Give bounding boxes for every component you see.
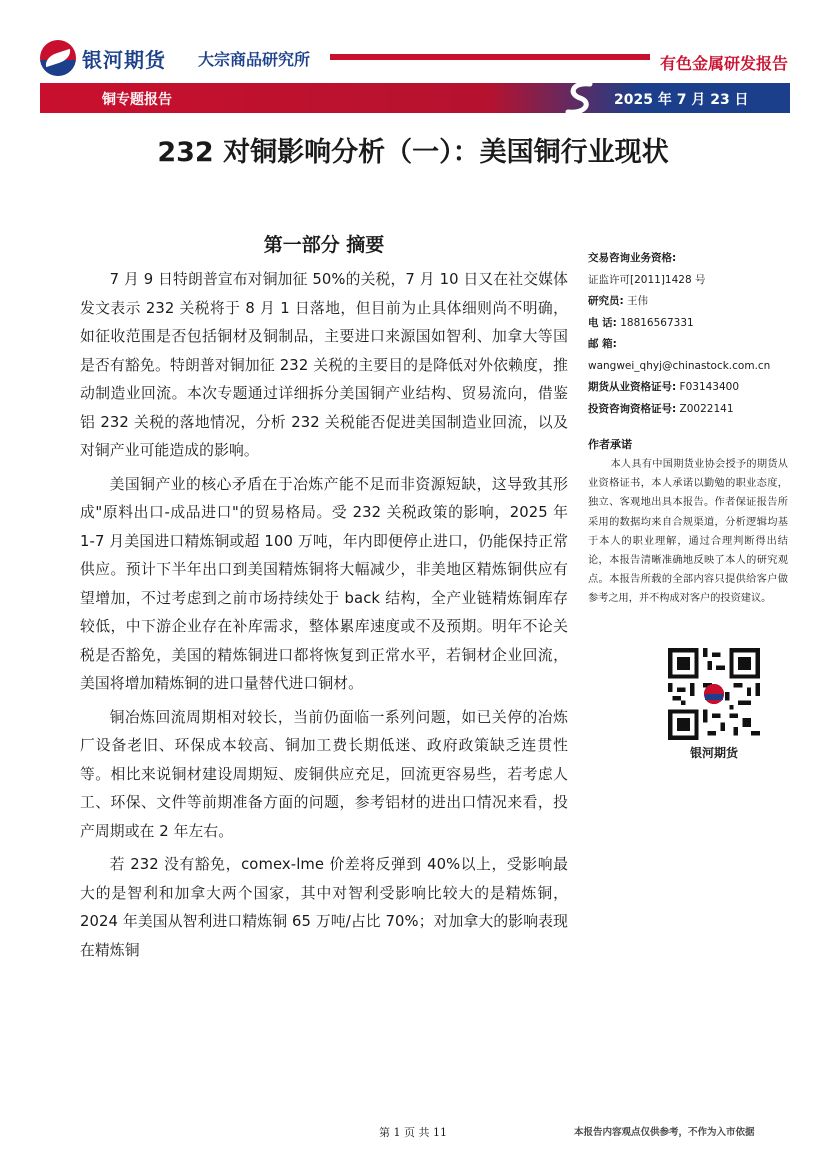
qualification-value: 证监许可[2011]1428 号 [588,273,706,286]
phone-label: 电 话: [588,316,617,329]
brand-name: 银河期货 [82,48,166,72]
brand-logo [40,40,76,76]
paragraph: 若 232 没有豁免，comex-lme 价差将反弹到 40%以上，受影响最大的是智利和加拿大两个国家，其中对智利受影响比较大的是精炼铜，2024 年美国从智利进口精炼铜 65 万吨/占比 70%；对加拿大的影响表现在精炼铜 [80,856,568,959]
researcher-label: 研究员: [588,295,624,307]
futures-cert-label: 期货从业资格证号: [588,381,677,393]
commitment-text: 本人具有中国期货业协会授予的期货从业资格证书，本人承诺以勤勉的职业态度，独立、客观地出具本报告。作者保证报告所采用的数据均来自合规渠道，分析逻辑均基于本人的职业理解，通过合理判断得出结论，本报告清晰准确地反映了本人的研究观点。本报告所载的全部内容只提供给客户做参考之用，并不构成对客户的投资建议。 [588,459,788,605]
page-number: 第 1 页 共 11 [379,1126,447,1139]
institute-name: 大宗商品研究所 [198,50,311,69]
header-divider [330,54,650,60]
email-label: 邮 箱: [588,338,617,350]
report-date: 2025 年 7 月 23 日 [614,92,749,108]
commitment-title: 作者承诺 [588,438,632,451]
paragraph: 铜冶炼回流周期相对较长，当前仍面临一系列问题，如已关停的冶炼厂设备老旧、环保成本较高、铜加工费长期低迷、政府政策缺乏连贯性等。相比来说铜材建设周期短、废铜供应充足，回流更容易些，若考虑人工、环保、文件等前期准备方面的问题，参考铝材的进出口情况来看，投产周期或在 2 年左右。 [80,708,568,840]
invest-cert-value: Z0022141 [679,402,734,415]
email-value: wangwei_qhyj@chinastock.com.cn [588,359,771,372]
phone-value: 18816567331 [620,316,694,329]
report-type: 有色金属研发报告 [660,54,789,73]
invest-cert-label: 投资咨询资格证号: [588,402,677,415]
body-text [80,266,568,970]
author-info [588,248,788,420]
disclaimer: 本报告内容观点仅供参考，不作为入市依据 [574,1127,755,1138]
researcher-name: 王伟 [627,295,649,307]
qr-label: 银河期货 [689,746,738,760]
section-title: 第一部分 摘要 [263,234,385,256]
swoosh-icon [560,78,600,118]
qualification-label: 交易咨询业务资格: [588,252,677,264]
futures-cert-value: F03143400 [679,381,740,393]
qr-code-icon [668,648,760,740]
paragraph: 7 月 9 日特朗普宣布对铜加征 50%的关税，7 月 10 日又在社交媒体发文表示 232 关税将于 8 月 1 日落地，但目前为止具体细则尚不明确，如征收范围是否包括铜材及铜制品，主要进口来源国如智利、加拿大等国是否有豁免。特朗普对铜加征 232 关税的主要目的是降低对外依赖度，推动制造业回流。本次专题通过详细拆分美国铜产业结构、贸易流向，借鉴铝 232 关税的落地情况，分析 232 关税能否促进美国制造业回流，以及对铜产业可能造成的影响。 [80,271,568,459]
paragraph: 美国铜产业的核心矛盾在于冶炼产能不足而非资源短缺，这导致其形成"原料出口-成品进口"的贸易格局。受 232 关税政策的影响，2025 年 1-7 月美国进口精炼铜或超 100 万吨，年内即便停止进口，仍能保持正常供应。预计下半年出口到美国精炼铜将大幅减少，非美地区精炼铜供应有望增加，不过考虑到之前市场持续处于 back 结构，全产业链精炼铜库存较低，中下游企业存在补库需求，整体累库速度或不及预期。明年不论关税是否豁免，美国的精炼铜进口都将恢复到正常水平，若铜材企业回流，美国将增加精炼铜的进口量替代进口铜材。 [80,475,568,692]
page-title: 232 对铜影响分析（一）：美国铜行业现状 [157,137,669,168]
banner-label: 铜专题报告 [102,92,172,108]
